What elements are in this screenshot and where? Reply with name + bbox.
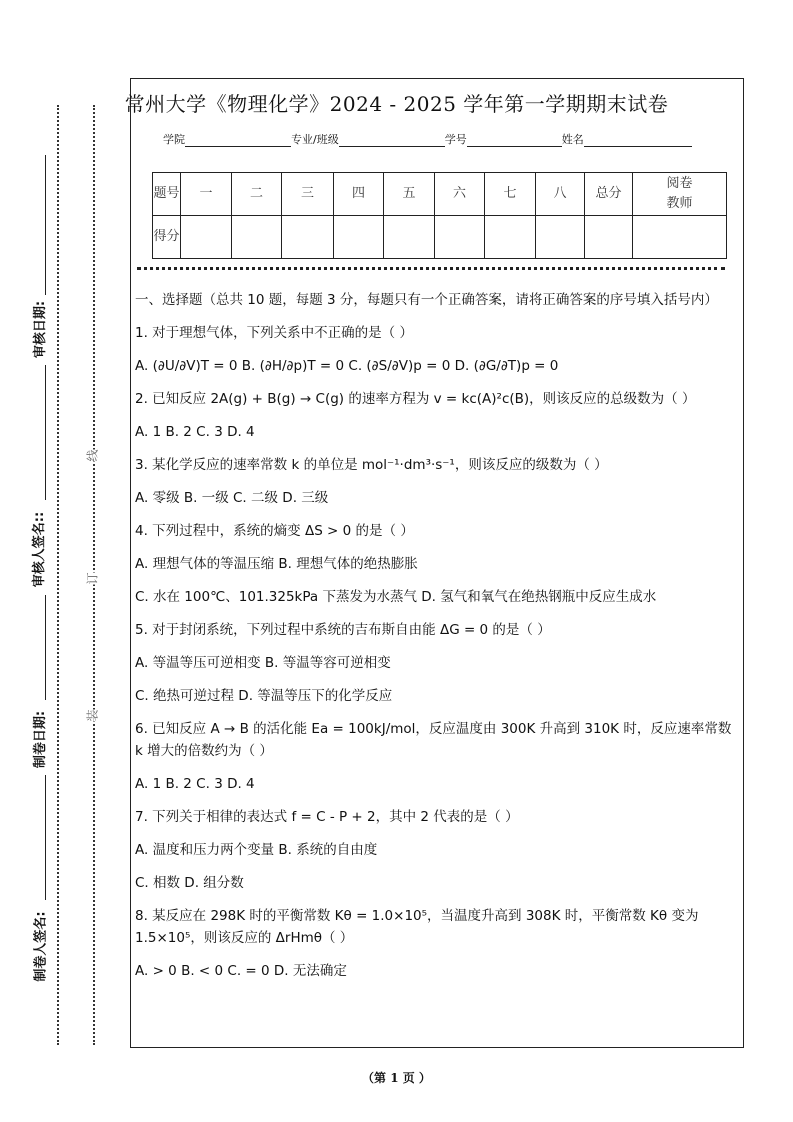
major-class-field[interactable]	[339, 132, 445, 147]
signature-blank-line	[45, 155, 46, 295]
student-info-line	[163, 131, 692, 147]
column-header: 四	[334, 173, 384, 216]
question: 4. 下列过程中，系统的熵变 ΔS > 0 的是（ ）	[135, 523, 414, 539]
student-id-field[interactable]	[467, 132, 562, 147]
score-cell[interactable]	[334, 216, 384, 259]
signature-blank-line	[45, 775, 46, 900]
student-id-label: 学号	[444, 133, 467, 146]
score-cell[interactable]	[384, 216, 435, 259]
score-cell[interactable]	[585, 216, 633, 259]
row-label: 题号	[153, 173, 181, 216]
college-field[interactable]	[185, 132, 291, 147]
prepare-date-label: 制卷日期:	[33, 710, 49, 769]
major-class-label: 专业/班级	[291, 133, 339, 146]
column-header: 总分	[585, 173, 633, 216]
options: A. 1 B. 2 C. 3 D. 4	[135, 424, 255, 440]
question: 3. 某化学反应的速率常数 k 的单位是 mol⁻¹·dm³·s⁻¹，则该反应的级数为（ ）	[135, 457, 608, 473]
options: A. 温度和压力两个变量 B. 系统的自由度	[135, 842, 378, 858]
score-cell[interactable]	[633, 216, 727, 259]
score-table	[152, 172, 727, 259]
question: 2. 已知反应 2A(g) + B(g) → C(g) 的速率方程为 v = kc(A)²c(B)，则该反应的总级数为（ ）	[135, 391, 696, 407]
college-label: 学院	[163, 133, 185, 146]
preparer-signature-label: 制卷人签名:	[33, 911, 49, 982]
options: A. (∂U/∂V)T = 0 B. (∂H/∂p)T = 0 C. (∂S/∂V)p = 0 D. (∂G/∂T)p = 0	[135, 358, 559, 374]
score-cell[interactable]	[485, 216, 536, 259]
column-header: 三	[282, 173, 334, 216]
signature-blank-line	[45, 595, 46, 700]
score-cell[interactable]	[435, 216, 485, 259]
binding-char-xian: 线	[85, 449, 100, 462]
question: 7. 下列关于相律的表达式 f = C - P + 2，其中 2 代表的是（ ）	[135, 809, 519, 825]
score-cell[interactable]	[282, 216, 334, 259]
column-header: 二	[232, 173, 282, 216]
options: A. > 0 B. < 0 C. = 0 D. 无法确定	[135, 963, 347, 979]
column-header: 阅卷教师	[633, 173, 727, 216]
signature-blank-line	[45, 365, 46, 500]
question: 6. 已知反应 A → B 的活化能 Ea = 100kJ/mol，反应温度由 300K 升高到 310K 时，反应速率常数 k 增大的倍数约为（ ）	[135, 721, 732, 759]
page-number: （第 1 页 ）	[362, 1071, 431, 1085]
question: 8. 某反应在 298K 时的平衡常数 Kθ = 1.0×10⁵，当温度升高到 308K 时，平衡常数 Kθ 变为 1.5×10⁵，则该反应的 ΔrHmθ（ ）	[135, 908, 699, 946]
review-date-label: 审核日期:	[33, 300, 49, 359]
options: C. 水在 100℃、101.325kPa 下蒸发为水蒸气 D. 氢气和氧气在绝热钢瓶中反应生成水	[135, 589, 657, 605]
score-cell[interactable]	[232, 216, 282, 259]
column-header: 八	[536, 173, 585, 216]
options: C. 绝热可逆过程 D. 等温等压下的化学反应	[135, 688, 393, 704]
column-header: 一	[181, 173, 232, 216]
options: C. 相数 D. 组分数	[135, 875, 244, 891]
score-cell[interactable]	[181, 216, 232, 259]
column-header: 五	[384, 173, 435, 216]
column-header: 六	[435, 173, 485, 216]
name-field[interactable]	[584, 132, 692, 147]
options: A. 理想气体的等温压缩 B. 理想气体的绝热膨胀	[135, 556, 418, 572]
row-label: 得分	[153, 216, 181, 259]
name-label: 姓名	[561, 133, 584, 146]
options: A. 1 B. 2 C. 3 D. 4	[135, 776, 255, 792]
reviewer-signature-label: 审核人签名::	[32, 511, 48, 588]
binding-char-ding: 订	[85, 572, 100, 585]
section-heading: 一、选择题（总共 10 题，每题 3 分，每题只有一个正确答案，请将正确答案的序号填入括号内）	[135, 292, 718, 308]
binding-dotted-line-outer	[57, 105, 59, 1045]
exam-title: 常州大学《物理化学》2024 - 2025 学年第一学期期末试卷	[124, 92, 669, 116]
options: A. 等温等压可逆相变 B. 等温等容可逆相变	[135, 655, 391, 671]
binding-char-zhuang: 装	[85, 709, 100, 722]
question: 5. 对于封闭系统，下列过程中系统的吉布斯自由能 ΔG = 0 的是（ ）	[135, 622, 551, 638]
column-header: 七	[485, 173, 536, 216]
dotted-separator	[137, 267, 725, 270]
options: A. 零级 B. 一级 C. 二级 D. 三级	[135, 490, 329, 506]
score-cell[interactable]	[536, 216, 585, 259]
question-section	[135, 289, 743, 993]
table-row	[153, 173, 727, 216]
table-row	[153, 216, 727, 259]
question: 1. 对于理想气体，下列关系中不正确的是（ ）	[135, 325, 413, 341]
